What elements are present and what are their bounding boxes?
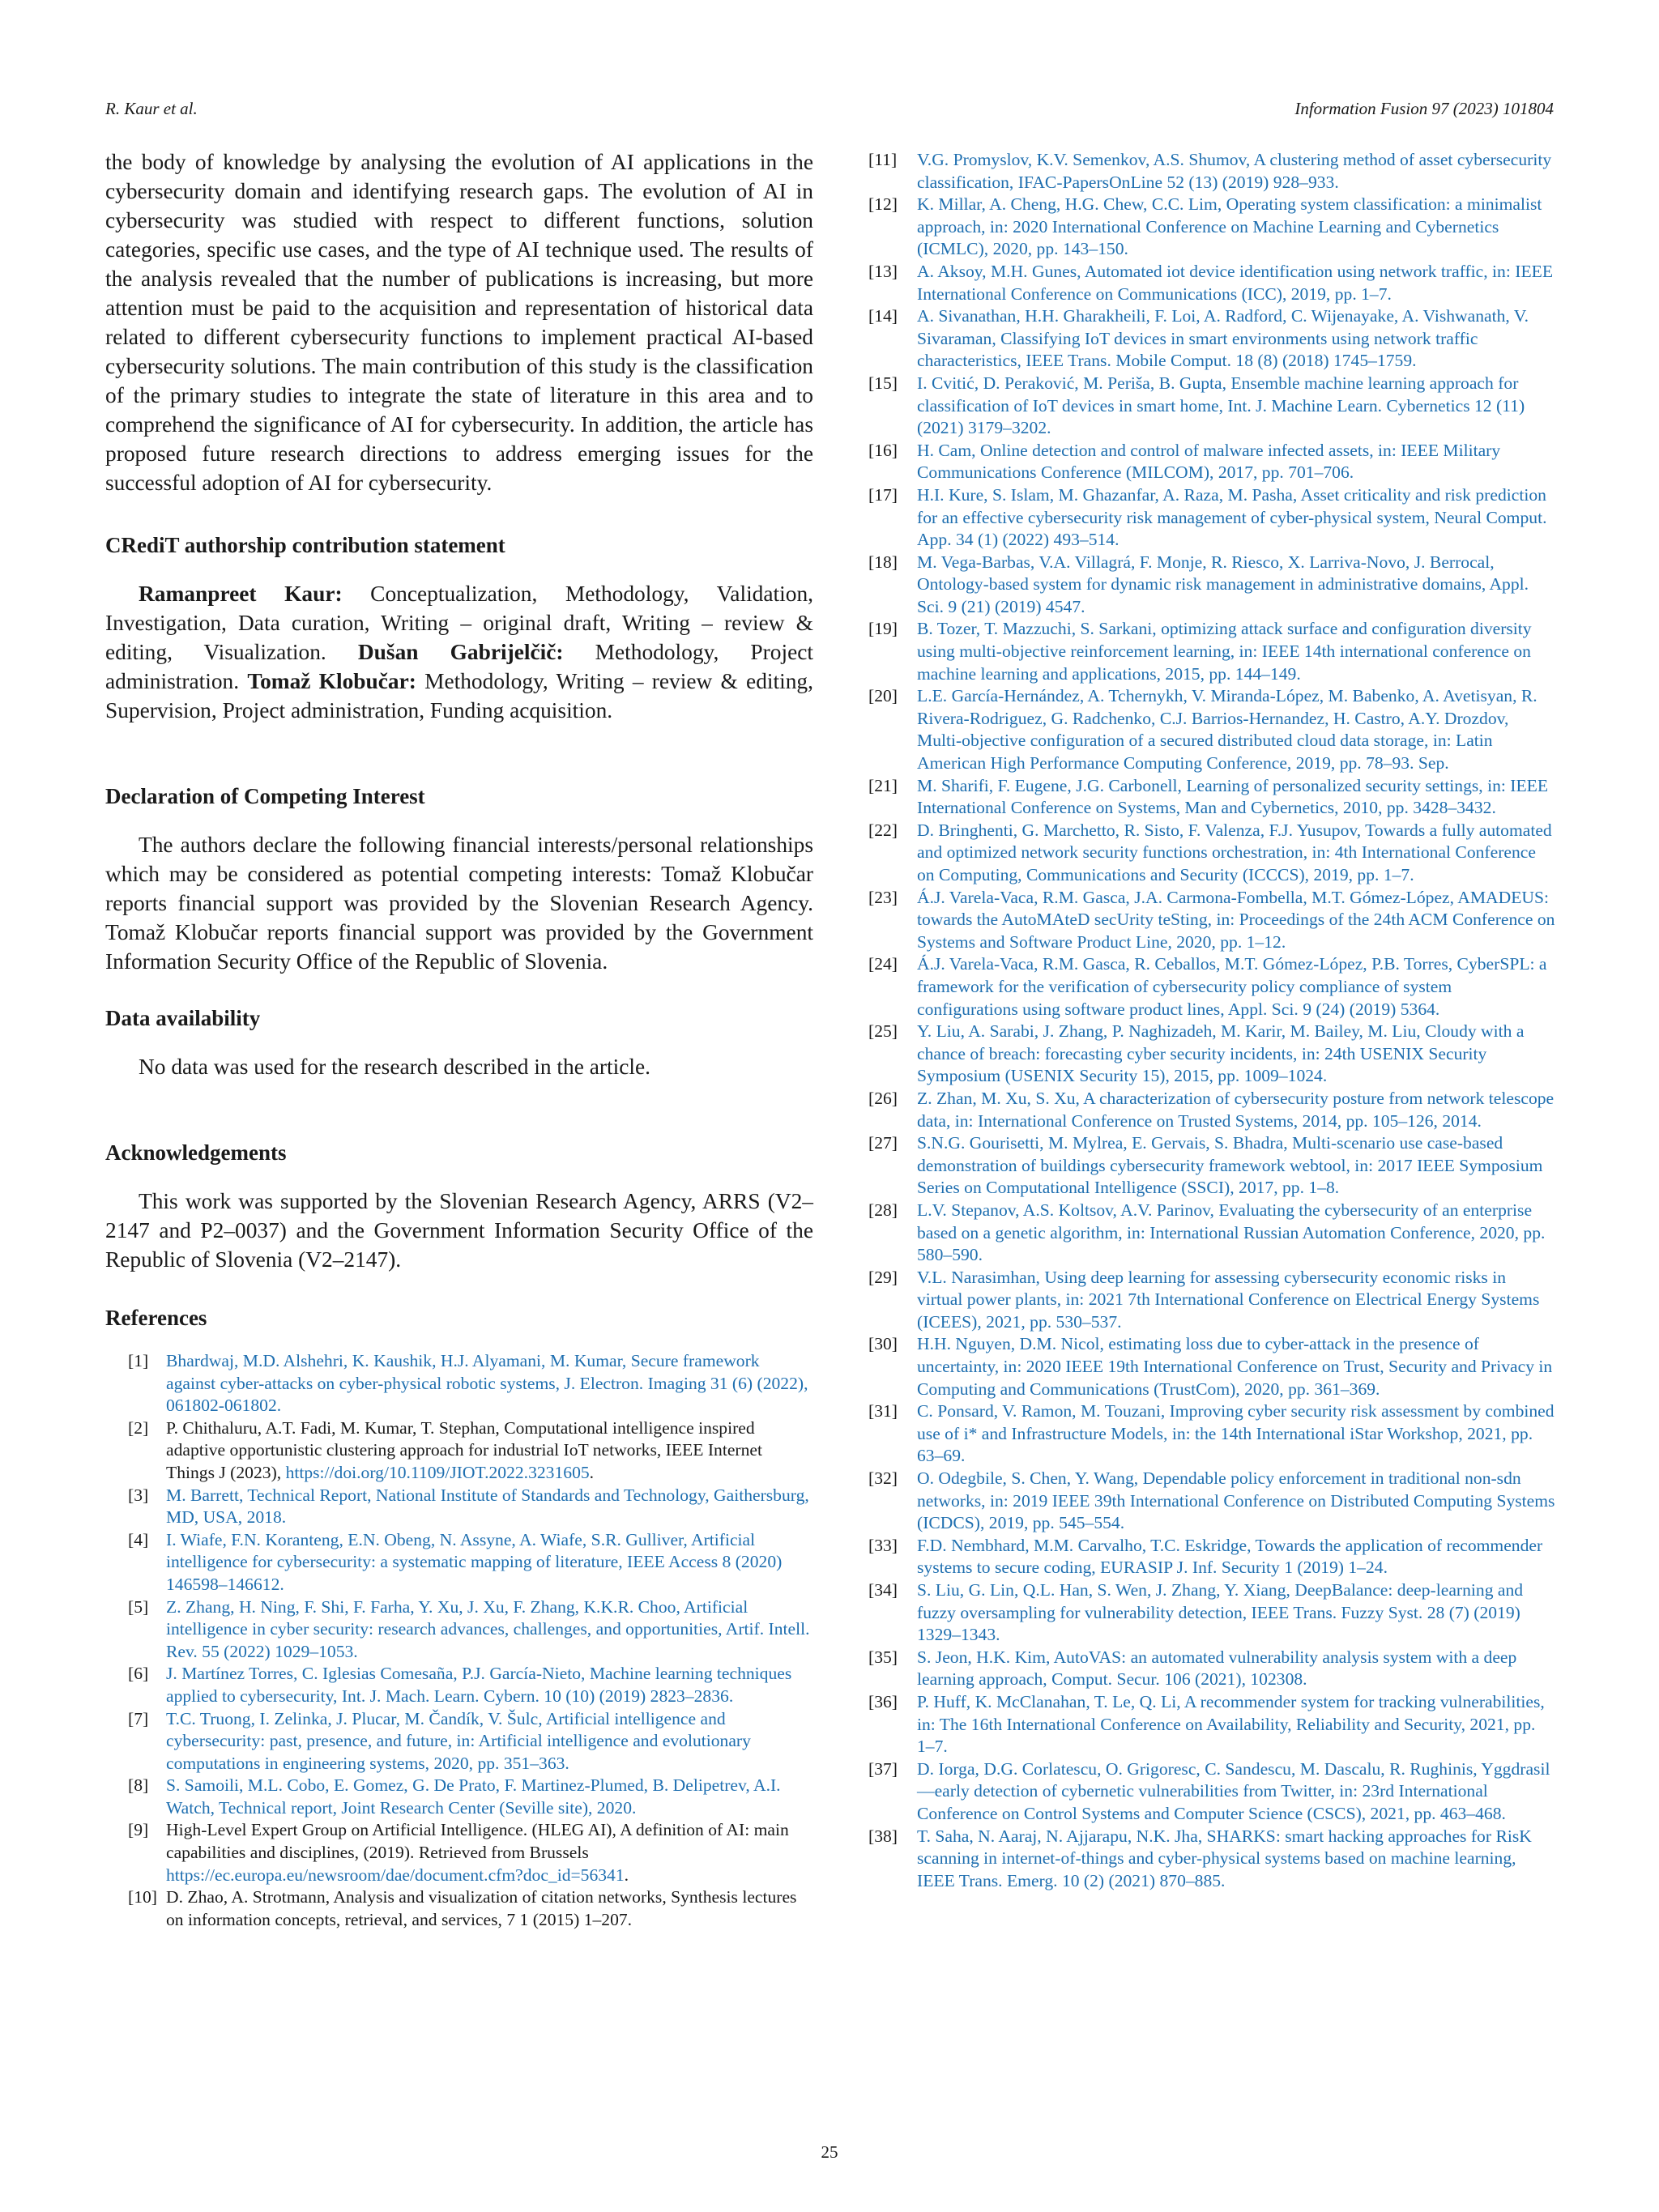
credit-author-3: Tomaž Klobučar: [247, 669, 416, 693]
credit-roles-2: Methodology, Project administration. [105, 640, 814, 693]
reference-number: [25] [868, 1021, 898, 1042]
reference-text[interactable]: P. Huff, K. McClanahan, T. Le, Q. Li, A recommender system for tracking vulnerabilities, in: The 16th International Conference on Availability, Reliability and Security, 2021, pp. 1–7. [917, 1691, 1545, 1757]
reference-number: [1] [128, 1351, 149, 1370]
reference-item [868, 1647, 1555, 1691]
reference-item [105, 1819, 813, 1886]
reference-number: [38] [868, 1826, 898, 1846]
reference-text[interactable]: J. Martínez Torres, C. Iglesias Comesaña, P.J. García-Nieto, Machine learning techniques applied to cybersecurity, Int. J. Mach. Learn. Cybern. 10 (10) (2019) 2823–2836. [166, 1664, 792, 1706]
reference-item [105, 1350, 813, 1417]
reference-text[interactable]: L.V. Stepanov, A.S. Koltsov, A.V. Parinov, Evaluating the cybersecurity of an enterprise based on a genetic algorithm, in: International Russian Automation Conference, 2020, pp. 580–590. [917, 1200, 1546, 1265]
reference-item [868, 552, 1555, 619]
reference-item [868, 953, 1555, 1021]
reference-tail: . [589, 1462, 595, 1482]
reference-number: [11] [868, 150, 898, 169]
reference-list-left [105, 1350, 813, 1931]
reference-item [868, 820, 1555, 887]
reference-text: D. Zhao, A. Strotmann, Analysis and visualization of citation networks, Synthesis lectures on information concepts, retrieval, and services, 7 1 (2015) 1–207. [166, 1887, 797, 1929]
reference-body: High-Level Expert Group on Artificial Intelligence. (HLEG AI), A definition of AI: main capabilities and disciplines, (2019). Retrieved from Brussels [166, 1820, 789, 1863]
reference-number: [14] [868, 306, 898, 326]
reference-item [868, 685, 1555, 774]
acknowledgements-heading: Acknowledgements [105, 1140, 287, 1165]
reference-text[interactable]: L.E. García-Hernández, A. Tchernykh, V. Miranda-López, M. Babenko, A. Avetisyan, R. Rivera-Rodriguez, G. Radchenko, C.J. Barrios-Hernandez, H. Castro, A.Y. Drozdov, Multi-objective configuration of a secured distributed cloud data storage, in: Latin American High Performance Computing Conference, 2019, pp. 78–93. Sep. [917, 686, 1537, 774]
reference-number: [9] [128, 1820, 149, 1840]
reference-number: [18] [868, 552, 898, 572]
reference-text[interactable]: I. Wiafe, F.N. Koranteng, E.N. Obeng, N. Assyne, A. Wiafe, S.R. Gulliver, Artificial intelligence for cybersecurity: a systematic mapping of literature, IEEE Access 8 (2020) 146598–146612. [166, 1529, 783, 1594]
reference-number: [37] [868, 1758, 898, 1779]
reference-item [105, 1417, 813, 1485]
reference-text[interactable]: M. Sharifi, F. Eugene, J.G. Carbonell, Learning of personalized security settings, in: IEEE International Conference on Systems, Man and Cybernetics, 2010, pp. 3428–3432. [917, 775, 1549, 818]
reference-number: [6] [128, 1664, 149, 1684]
reference-text[interactable]: Z. Zhang, H. Ning, F. Shi, F. Farha, Y. Xu, J. Xu, F. Zhang, K.K.R. Choo, Artificial intelligence in cyber security: research advances, challenges, and opportunities, Artif. Intell. Rev. 55 (2022) 1029–1053. [166, 1596, 810, 1661]
reference-item [868, 1535, 1555, 1579]
acknowledgements-text: This work was supported by the Slovenian Research Agency, ARRS (V2–2147 and P2–0037) and the Government Information Security Office of the Republic of Slovenia (V2–2147). [105, 1189, 813, 1272]
reference-number: [26] [868, 1088, 898, 1108]
reference-item [868, 1579, 1555, 1647]
reference-number: [35] [868, 1647, 898, 1667]
running-header-journal: Information Fusion 97 (2023) 101804 [1294, 99, 1554, 118]
reference-item [868, 194, 1555, 261]
reference-text[interactable]: H.I. Kure, S. Islam, M. Ghazanfar, A. Raza, M. Pasha, Asset criticality and risk prediction for an effective cybersecurity risk management of cyber-physical system, Neural Comput. App. 34 (1) (2022) 493–514. [917, 484, 1547, 550]
credit-roles-1: Conceptualization, Methodology, Validation, Investigation, Data curation, Writing – original draft, Writing – review & editing, Visualization. [105, 582, 813, 664]
reference-item [868, 373, 1555, 440]
reference-number: [5] [128, 1596, 149, 1617]
reference-item [868, 887, 1555, 954]
references-heading: References [105, 1306, 207, 1330]
reference-tail: . [624, 1865, 629, 1885]
reference-text[interactable]: Á.J. Varela-Vaca, R.M. Gasca, R. Ceballos, M.T. Gómez-López, P.B. Torres, CyberSPL: a framework for the verification of cybersecurity policy compliance of system configurations using software product lines, Appl. Sci. 9 (24) (2019) 5364. [917, 954, 1547, 1019]
reference-text[interactable]: T.C. Truong, I. Zelinka, J. Plucar, M. Čandík, V. Šulc, Artificial intelligence and cybersecurity: past, presence, and future, in: Artificial intelligence and evolutionary computations in engineering systems, 2020, pp. 351–363. [166, 1708, 751, 1773]
reference-item [868, 305, 1555, 373]
reference-text[interactable]: I. Cvitić, D. Peraković, M. Periša, B. Gupta, Ensemble machine learning approach for classification of IoT devices in smart home, Int. J. Machine Learn. Cybernetics 12 (11) (2021) 3179–3202. [917, 373, 1525, 438]
reference-text[interactable]: S. Jeon, H.K. Kim, AutoVAS: an automated vulnerability analysis system with a deep learning approach, Comput. Secur. 106 (2021), 102308. [917, 1647, 1517, 1690]
reference-number: [23] [868, 887, 898, 907]
reference-text[interactable]: D. Iorga, D.G. Corlatescu, O. Grigoresc, C. Sandescu, M. Dascalu, R. Rughinis, Yggdrasil—early detection of cybernetic vulnerabilities from Twitter, in: 23rd International Conference on Control Systems and Computer Science (CSCS), 2021, pp. 463–468. [917, 1758, 1550, 1823]
reference-item [868, 1200, 1555, 1267]
reference-text[interactable]: A. Sivanathan, H.H. Gharakheili, F. Loi, A. Radford, C. Wijenayake, A. Vishwanath, V. Sivaraman, Classifying IoT devices in smart environments using network traffic characteristics, IEEE Trans. Mobile Comput. 18 (8) (2018) 1745–1759. [917, 306, 1529, 371]
reference-text[interactable]: D. Bringhenti, G. Marchetto, R. Sisto, F. Valenza, F.J. Yusupov, Towards a fully automated and optimized network security functions orchestration, in: 4th International Conference on Computing, Communications and Security (ICCCS), 2019, pp. 1–7. [917, 820, 1552, 884]
reference-number: [29] [868, 1267, 898, 1287]
reference-text[interactable]: S.N.G. Gourisetti, M. Mylrea, E. Gervais, S. Bhadra, Multi-scenario use case-based demonstration of buildings cybersecurity framework webtool, in: 2017 IEEE Symposium Series on Computational Intelligence (SSCI), 2017, pp. 1–8. [917, 1133, 1543, 1198]
reference-item [105, 1596, 813, 1664]
reference-text[interactable]: B. Tozer, T. Mazzuchi, S. Sarkani, optimizing attack surface and configuration diversity using multi-objective reinforcement learning, in: IEEE 14th international conference on machine learning and applications, 2015, pp. 144–149. [917, 619, 1532, 684]
url-link[interactable]: https://ec.europa.eu/newsroom/dae/document.cfm?doc_id=56341 [166, 1865, 625, 1885]
reference-number: [30] [868, 1334, 898, 1354]
reference-item [105, 1485, 813, 1529]
right-column [868, 149, 1555, 1892]
reference-item [868, 484, 1555, 552]
reference-item [105, 1529, 813, 1596]
reference-number: [3] [128, 1485, 149, 1505]
reference-item [868, 1826, 1555, 1893]
reference-text[interactable]: S. Liu, G. Lin, Q.L. Han, S. Wen, J. Zhang, Y. Xiang, DeepBalance: deep-learning and fuzzy oversampling for vulnerability detection, IEEE Trans. Fuzzy Syst. 28 (7) (2019) 1329–1343. [917, 1580, 1524, 1645]
reference-number: [2] [128, 1417, 149, 1438]
reference-number: [32] [868, 1468, 898, 1489]
reference-text[interactable]: Z. Zhan, M. Xu, S. Xu, A characterization of cybersecurity posture from network telescope data, in: International Conference on Trusted Systems, 2014, pp. 105–126, 2014. [917, 1088, 1555, 1131]
reference-number: [19] [868, 619, 898, 639]
page-number: 25 [821, 2142, 838, 2162]
reference-item [868, 261, 1555, 305]
reference-item [105, 1775, 813, 1819]
reference-item [868, 1691, 1555, 1758]
reference-list-right [868, 149, 1555, 1892]
reference-text[interactable]: S. Samoili, M.L. Cobo, E. Gomez, G. De Prato, F. Martinez-Plumed, B. Delipetrev, A.I. Watch, Technical report, Joint Research Center (Seville site), 2020. [166, 1775, 781, 1818]
reference-number: [33] [868, 1535, 898, 1555]
reference-number: [10] [128, 1887, 157, 1907]
reference-number: [16] [868, 440, 898, 460]
intro-paragraph: the body of knowledge by analysing the evolution of AI applications in the cybersecurity domain and identifying research gaps. The evolution of AI in cybersecurity was studied with respect to different functions, solution categories, specific use cases, and the type of AI technique used. The results of the analysis revealed that the number of publications is increasing, but more attention must be paid to the acquisition and representation of historical data related to different cybersecurity functions to implement practical AI-based cybersecurity solutions. The main contribution of this study is the classification of the primary studies to integrate the state of literature in this area and to comprehend the significance of AI for cybersecurity. In addition, the article has proposed future research directions to address emerging issues for the successful adoption of AI for cybersecurity. [105, 150, 813, 495]
reference-item [868, 1468, 1555, 1535]
data-availability-heading: Data availability [105, 1006, 261, 1030]
reference-text [166, 1417, 813, 1485]
reference-item [105, 1886, 813, 1931]
reference-number: [12] [868, 194, 898, 215]
reference-item [868, 1333, 1555, 1400]
reference-text[interactable]: F.D. Nembhard, M.M. Carvalho, T.C. Eskridge, Towards the application of recommender systems to secure coding, EURASIP J. Inf. Security 1 (2019) 1–24. [917, 1535, 1543, 1578]
credit-author-2: Dušan Gabrijelčič: [357, 640, 564, 664]
reference-text[interactable]: O. Odegbile, S. Chen, Y. Wang, Dependable policy enforcement in traditional non-sdn networks, in: 2019 IEEE 39th International Conference on Distributed Computing Systems (ICDCS), 2019, pp. 545–554. [917, 1468, 1555, 1533]
reference-number: [21] [868, 775, 898, 795]
reference-number: [7] [128, 1708, 149, 1728]
reference-item [868, 1400, 1555, 1468]
reference-item [105, 1708, 813, 1775]
reference-text[interactable]: A. Aksoy, M.H. Gunes, Automated iot device identification using network traffic, in: IEEE International Conference on Communications (ICC), 2019, pp. 1–7. [917, 261, 1554, 304]
running-header-authors: R. Kaur et al. [105, 99, 198, 118]
reference-text[interactable]: Y. Liu, A. Sarabi, J. Zhang, P. Naghizadeh, M. Karir, M. Bailey, M. Liu, Cloudy with a chance of breach: forecasting cyber security incidents, in: 24th USENIX Security Symposium (USENIX Security 15), 2015, pp. 1009–1024. [917, 1021, 1525, 1086]
reference-text [166, 1819, 813, 1886]
reference-item [868, 1021, 1555, 1088]
reference-number: [34] [868, 1580, 898, 1600]
reference-item [868, 618, 1555, 685]
reference-number: [28] [868, 1200, 898, 1220]
reference-item [868, 1758, 1555, 1826]
reference-number: [8] [128, 1775, 149, 1796]
doi-link[interactable]: https://doi.org/10.1109/JIOT.2022.3231605 [285, 1462, 590, 1482]
reference-item [105, 1663, 813, 1707]
reference-number: [4] [128, 1529, 149, 1549]
reference-number: [13] [868, 261, 898, 281]
reference-text[interactable]: V.L. Narasimhan, Using deep learning for assessing cybersecurity economic risks in virtual power plants, in: 2021 7th International Conference on Electrical Energy Systems (ICEES), 2021, pp. 530–537. [917, 1267, 1540, 1332]
reference-text[interactable]: T. Saha, N. Aaraj, N. Ajjarapu, N.K. Jha, SHARKS: smart hacking approaches for RisK scanning in internet-of-things and cyber-physical systems based on machine learning, IEEE Trans. Emerg. 10 (2) (2021) 870–885. [917, 1826, 1532, 1890]
reference-number: [15] [868, 373, 898, 393]
reference-text[interactable]: M. Barrett, Technical Report, National Institute of Standards and Technology, Gaithersburg, MD, USA, 2018. [166, 1485, 809, 1528]
data-availability-text: No data was used for the research described in the article. [139, 1055, 650, 1079]
competing-interest-heading: Declaration of Competing Interest [105, 784, 425, 808]
reference-text[interactable]: H.H. Nguyen, D.M. Nicol, estimating loss due to cyber-attack in the presence of uncertainty, in: 2020 IEEE 19th International Conference on Trust, Security and Privacy in Computing and Communications (TrustCom), 2020, pp. 361–369. [917, 1334, 1553, 1399]
reference-text[interactable]: V.G. Promyslov, K.V. Semenkov, A.S. Shumov, A clustering method of asset cybersecurity classification, IFAC-PapersOnLine 52 (13) (2019) 928–933. [917, 150, 1552, 192]
reference-item [868, 1088, 1555, 1132]
reference-number: [22] [868, 820, 898, 840]
reference-number: [17] [868, 484, 898, 505]
reference-number: [24] [868, 954, 898, 974]
reference-item [868, 149, 1555, 194]
reference-number: [31] [868, 1401, 898, 1421]
left-column [105, 147, 813, 1931]
reference-item [868, 440, 1555, 484]
reference-item [868, 1267, 1555, 1334]
competing-interest-text: The authors declare the following financial interests/personal relationships which may be considered as potential competing interests: Tomaž Klobučar reports financial support was provided by the Slovenian Research Agency. Tomaž Klobučar reports financial support was provided by the Government Information Security Office of the Republic of Slovenia. [105, 833, 813, 974]
reference-text[interactable]: C. Ponsard, V. Ramon, M. Touzani, Improving cyber security risk assessment by combined use of i* and Infrastructure Models, in: the 14th International iStar Workshop, 2021, pp. 63–69. [917, 1401, 1555, 1466]
reference-number: [27] [868, 1133, 898, 1153]
credit-heading: CRediT authorship contribution statement [105, 533, 505, 557]
reference-text[interactable]: K. Millar, A. Cheng, H.G. Chew, C.C. Lim, Operating system classification: a minimalist approach, in: 2020 International Conference on Machine Learning and Cybernetics (ICMLC), 2020, pp. 143–150. [917, 194, 1542, 259]
credit-statement [105, 579, 813, 725]
reference-item [868, 775, 1555, 820]
reference-text[interactable]: M. Vega-Barbas, V.A. Villagrá, F. Monje, R. Riesco, X. Larriva-Novo, J. Berrocal, Ontology-based system for dynamic risk management in administrative domains, Appl. Sci. 9 (21) (2019) 4547. [917, 552, 1529, 616]
reference-text[interactable]: H. Cam, Online detection and control of malware infected assets, in: IEEE Military Communications Conference (MILCOM), 2017, pp. 701–706. [917, 440, 1501, 483]
reference-number: [36] [868, 1691, 898, 1711]
reference-body: P. Chithaluru, A.T. Fadi, M. Kumar, T. Stephan, Computational intelligence inspired adaptive opportunistic clustering approach for industrial IoT networks, IEEE Internet Things J (2023), [166, 1417, 762, 1482]
credit-author-1: Ramanpreet Kaur: [139, 582, 343, 606]
reference-item [868, 1132, 1555, 1200]
credit-roles-3: Methodology, Writing – review & editing, Supervision, Project administration, Funding acquisition. [105, 669, 813, 722]
reference-number: [20] [868, 686, 898, 706]
reference-text[interactable]: Á.J. Varela-Vaca, R.M. Gasca, J.A. Carmona-Fombella, M.T. Gómez-López, AMADEUS: towards the AutoMAteD secUrity teSting, in: Proceedings of the 24th ACM Conference on Systems and Software Product Line, 2020, pp. 1–12. [917, 887, 1555, 952]
reference-text[interactable]: Bhardwaj, M.D. Alshehri, K. Kaushik, H.J. Alyamani, M. Kumar, Secure framework against cyber-attacks on cyber-physical robotic systems, J. Electron. Imaging 31 (6) (2022), 061802-061802. [166, 1351, 808, 1416]
